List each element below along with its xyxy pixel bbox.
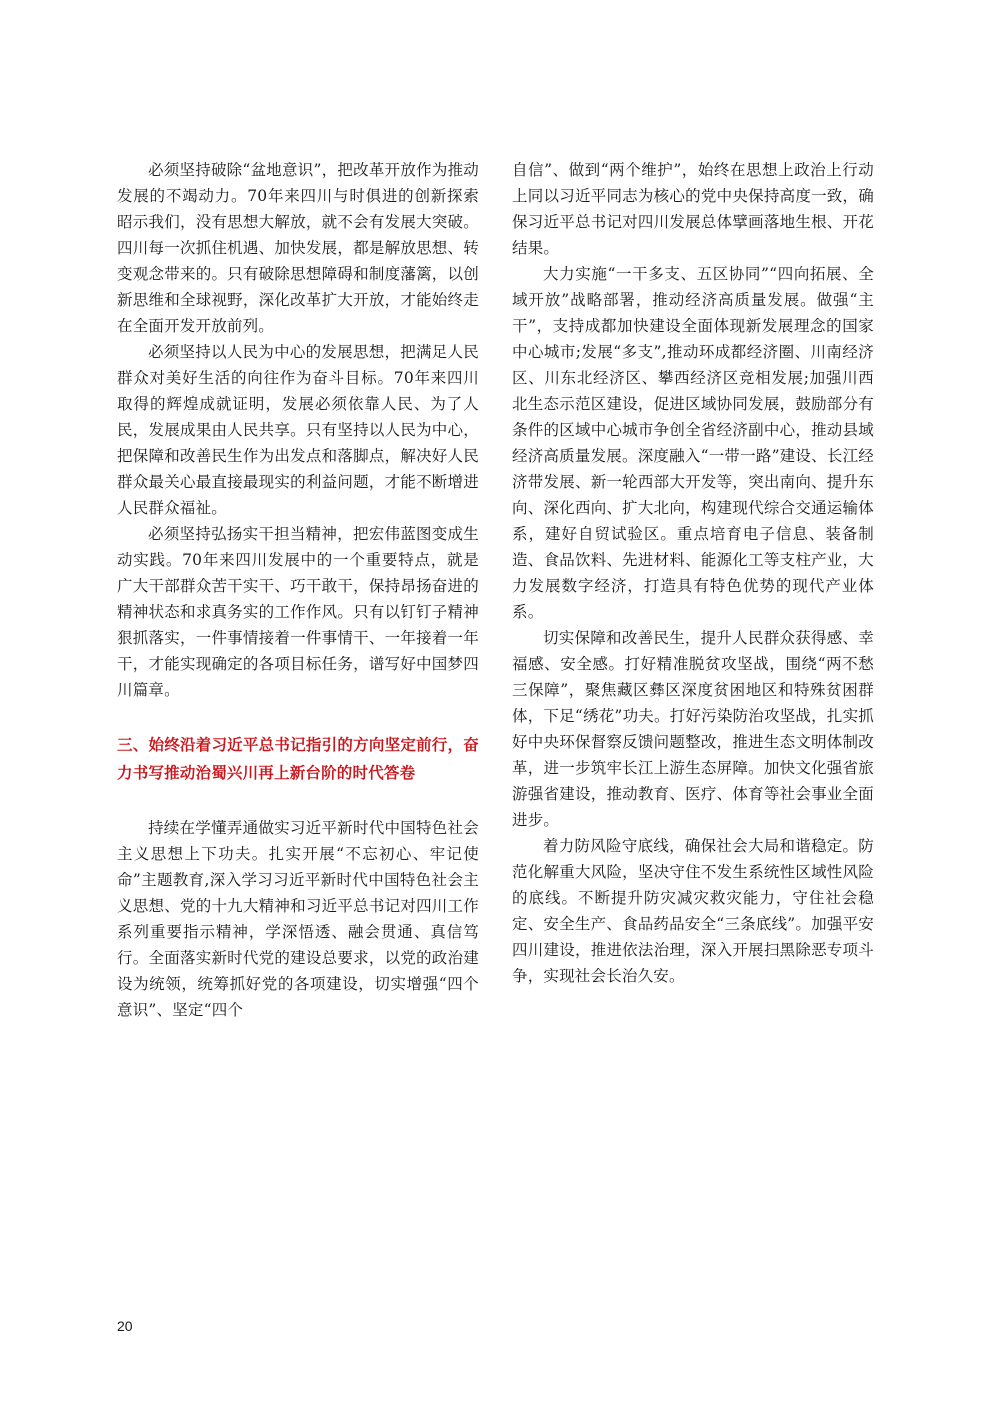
paragraph-economic-development: 大力实施“一干多支、五区协同”“四向拓展、全域开放”战略部署，推动经济高质量发展。做强“主干”，支持成都加快建设全面体现新发展理念的国家中心城市;发展“多支”,推动环成都经济圈、川南经济区、川东北经济区、攀西经济区竞相发展;加强川西北生态示范区建设，促进区域协同发展，鼓励部分有条件的区域中心城市争创全省经济副中心，推动县域经济高质量发展。深度融入“一带一路”建设、长江经济带发展、新一轮西部大开发等，突出南向、提升东向、深化西向、扩大北向，构建现代综合交通运输体系，建好自贸试验区。重点培育电子信息、装备制造、食品饮料、先进材料、能源化工等支柱产业，大力发展数字经济，打造具有特色优势的现代产业体系。 bbox=[512, 265, 874, 621]
right-column bbox=[512, 157, 874, 989]
paragraph-study-thought: 持续在学懂弄通做实习近平新时代中国特色社会主义思想上下功夫。扎实开展“不忘初心、牢记使命”主题教育,深入学习习近平新时代中国特色社会主义思想、党的十九大精神和习近平总书记对四川工作系列重要指示精神，学深悟透、融会贯通、真信笃行。全面落实新时代党的建设总要求，以党的政治建设为统领，统筹抓好党的各项建设，切实增强“四个意识”、坚定“四个 bbox=[117, 819, 479, 1019]
paragraph-basin-mentality: 必须坚持破除“盆地意识”，把改革开放作为推动发展的不竭动力。70年来四川与时俱进的创新探索昭示我们，没有思想大解放，就不会有发展大突破。四川每一次抓住机遇、加快发展，都是解放思想、转变观念带来的。只有破除思想障碍和制度藩篱，以创新思维和全球视野，深化改革扩大开放，才能始终走在全面开发开放前列。 bbox=[117, 161, 479, 335]
page-number: 20 bbox=[117, 1318, 133, 1334]
paragraph-study-thought-continued: 自信”、做到“两个维护”，始终在思想上政治上行动上同以习近平同志为核心的党中央保持高度一致，确保习近平总书记对四川发展总体擘画落地生根、开花结果。 bbox=[512, 161, 874, 257]
left-column bbox=[117, 157, 479, 1023]
section-heading: 三、始终沿着习近平总书记指引的方向坚定前行，奋力书写推动治蜀兴川再上新台阶的时代答卷 bbox=[117, 736, 479, 782]
paragraph-livelihood: 切实保障和改善民生，提升人民群众获得感、幸福感、安全感。打好精准脱贫攻坚战，围绕“两不愁三保障”，聚焦藏区彝区深度贫困地区和特殊贫困群体，下足“绣花”功夫。打好污染防治攻坚战，扎实抓好中央环保督察反馈问题整改，推进生态文明体制改革，进一步筑牢长江上游生态屏障。加快文化强省旅游强省建设，推动教育、医疗、体育等社会事业全面进步。 bbox=[512, 629, 874, 829]
paragraph-hard-work-spirit: 必须坚持弘扬实干担当精神，把宏伟蓝图变成生动实践。70年来四川发展中的一个重要特点，就是广大干部群众苦干实干、巧干敢干，保持昂扬奋进的精神状态和求真务实的工作作风。只有以钉钉子精神狠抓落实，一件事情接着一件事情干、一年接着一年干，才能实现确定的各项目标任务，谱写好中国梦四川篇章。 bbox=[117, 525, 479, 699]
paragraph-risk-prevention: 着力防风险守底线，确保社会大局和谐稳定。防范化解重大风险，坚决守住不发生系统性区域性风险的底线。不断提升防灾减灾救灾能力，守住社会稳定、安全生产、食品药品安全“三条底线”。加强平安四川建设，推进依法治理，深入开展扫黑除恶专项斗争，实现社会长治久安。 bbox=[512, 837, 874, 985]
paragraph-people-centered: 必须坚持以人民为中心的发展思想，把满足人民群众对美好生活的向往作为奋斗目标。70年来四川取得的辉煌成就证明，发展必须依靠人民、为了人民，发展成果由人民共享。只有坚持以人民为中心，把保障和改善民生作为出发点和落脚点，解决好人民群众最关心最直接最现实的利益问题，才能不断增进人民群众福祉。 bbox=[117, 343, 479, 517]
